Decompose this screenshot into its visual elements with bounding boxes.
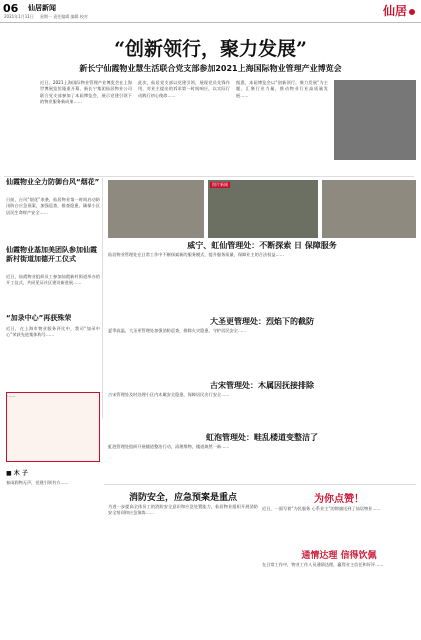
lead-photo — [334, 80, 416, 160]
section-heading: 威宁、虹仙管理处：不断探索 日 保障服务 — [187, 241, 337, 250]
bottom-heading: 为你点赞！ — [314, 494, 364, 505]
main-headline: “创新领行，聚力发展” — [114, 38, 307, 60]
brand-dot-icon — [409, 9, 415, 15]
bottom-heading: 消防安全，应急预案是重点 — [128, 493, 237, 503]
divider — [102, 178, 103, 418]
issue-date: 2021年1月11日 — [4, 14, 34, 19]
article-title: “加录中心”再获殊荣 — [6, 314, 72, 322]
article-body: 近日，仙霞物业组织员工参加仙霞新村街道举办的开工仪式，共同见证社区建设新进展…… — [6, 274, 100, 286]
page-number: 06 — [3, 2, 19, 15]
feature-photo — [208, 180, 318, 238]
page-header — [0, 0, 421, 23]
section-body: 仙居物业管理处在日常工作中不断探索新的服务模式，提升服务质量，保障业主的合法权益…… — [108, 252, 284, 257]
feature-photo — [108, 180, 204, 238]
bottom-body: 为进一步提高全体员工的消防安全意识和应急处置能力，仙居物业组织开展消防安全培训和应急演练…… — [108, 504, 258, 516]
section-body: 夏季高温，大圣更管理处加强消防巡查，排除火灾隐患，守护居民安全…… — [108, 328, 247, 333]
article-title: 仙霞物业全力防御台风“烟花” — [6, 178, 100, 186]
feature-photo — [322, 180, 416, 238]
divider — [104, 484, 416, 485]
section-heading: 虹泡管理处：畦乱楼道变整洁了 — [206, 433, 318, 442]
photo-tag: 图片新闻 — [212, 182, 228, 187]
article-body: 近日，在上海市物业服务评比中，我司“加录中心”荣获先进集体称号…… — [6, 326, 100, 338]
editor-meta: 星期一 责任编辑 编辑 校对 — [40, 14, 88, 19]
notice-box: …… — [6, 392, 100, 462]
bottom-heading: 通情达理 信得饮佩 — [301, 551, 377, 561]
article-body: 日前，台风“烟花”来袭，仙居物业第一时间启动防汛防台应急预案，加强巡查，排查隐患，确保小区居民生命财产安全…… — [6, 197, 100, 215]
divider — [4, 176, 414, 177]
sub-headline: 新长宁仙霞物业慧生活联合党支部参加2021上海国际物业管理产业博览会 — [79, 64, 342, 73]
bottom-body: 近日，一面写着“为民服务 心系业主”的锦旗送到了仙居物业…… — [262, 506, 381, 511]
lead-column-3: 据悉，本届博览会以“创新领行，聚力发展”为主题，汇聚行业力量，推动物业行业高质量发展…… — [236, 80, 328, 98]
brand-logo: 仙居 — [383, 2, 415, 19]
article-title: ■ 木 子 — [6, 470, 28, 477]
lead-column-1: 近日，2021上海国际物业管理产业博览会在上海世博展览馆隆重开幕，新长宁集团仙居物业公司联合党支部参加了本届博览会，展示党建引领下的物业服务新成果…… — [40, 80, 132, 105]
article-title: 仙霞物业基加美团队参加仙霞新村街道加德开工仪式 — [6, 246, 97, 263]
section-heading: 大圣更管理处：烈焰下的截防 — [210, 317, 314, 326]
section-heading: 古宋管理处：木属因抚接排除 — [210, 381, 314, 390]
lead-column-2: 此次，仙居党支部以党建引领，展现党员先锋作用，对业主提出的诉求第一时间响应，以实际行动践行初心使命…… — [138, 80, 230, 98]
article-body: 春雨润物无声，党建引领有方…… — [6, 480, 69, 485]
bottom-body: 在日常工作中，物业工作人员通情达理，赢得业主信任和好评…… — [262, 562, 384, 567]
section-body: 虹泡管理处组织开展楼道整治行动，清理堆物，楼道焕然一新…… — [108, 444, 230, 449]
section-title: 仙居新闻 — [28, 4, 56, 12]
section-body: 古宋管理处及时处理小区内木属安全隐患，保障居民出行安全…… — [108, 392, 230, 397]
